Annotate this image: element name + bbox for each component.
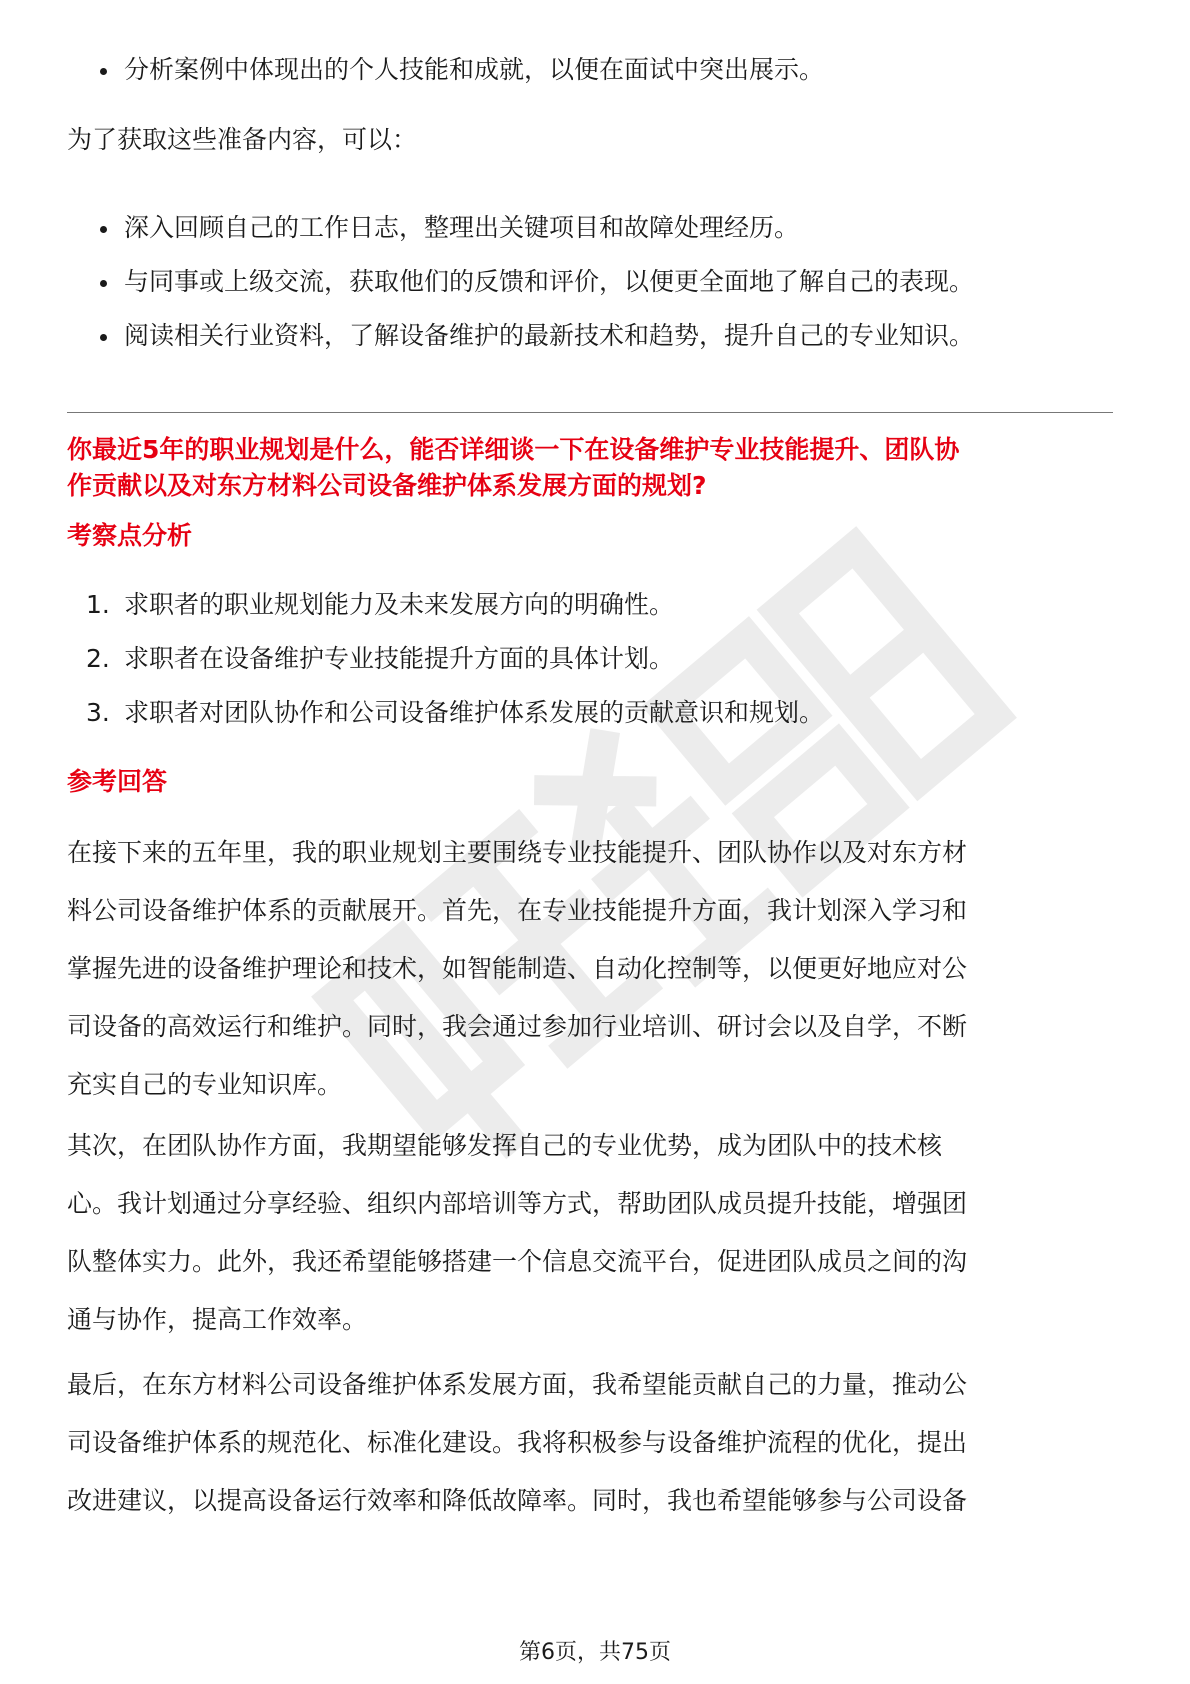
page-number-footer: 第6页，共75页: [519, 1640, 671, 1665]
bullet-icon: [100, 334, 107, 341]
answer-paragraph-1: 在接下来的五年里，我的职业规划主要围绕专业技能提升、团队协作以及对东方材 料公司设备维护体系的贡献展开。首先，在专业技能提升方面，我计划深入学习和 掌握先进的设备维护理论和技术，如智能制造、自动化控制等，以便更好地应对公 司设备的高效运行和维护。同时，我会通过参加行业培训、研讨会以及自学，不断 充实自己的专业知识库。: [67, 838, 968, 1099]
bullet-icon: [100, 68, 107, 75]
bullet-icon: [100, 226, 107, 233]
list-item: 阅读相关行业资料，了解设备维护的最新技术和趋势，提升自己的专业知识。: [72, 318, 1118, 354]
analysis-list: [72, 587, 1118, 731]
answer-heading: 参考回答: [67, 767, 168, 796]
list-item: 3. 求职者对团队协作和公司设备维护体系发展的贡献意识和规划。: [86, 698, 825, 727]
list-item: 分析案例中体现出的个人技能和成就，以便在面试中突出展示。: [72, 52, 1118, 88]
answer-paragraph-2: 其次，在团队协作方面，我期望能够发挥自己的专业优势，成为团队中的技术核 心。我计划通过分享经验、组织内部培训等方式，帮助团队成员提升技能，增强团 队整体实力。此外，我还希望能够搭建一个信息交流平台，促进团队成员之间的沟 通与协作，提高工作效率。: [67, 1131, 968, 1334]
list-item: 深入回顾自己的工作日志，整理出关键项目和故障处理经历。: [72, 210, 1118, 246]
question-title: 你最近5年的职业规划是什么，能否详细谈一下在设备维护专业技能提升、团队协 作贡献以及对东方材料公司设备维护体系发展方面的规划?: [67, 435, 960, 500]
list-item: 2. 求职者在设备维护专业技能提升方面的具体计划。: [86, 644, 675, 673]
list-item: 1. 求职者的职业规划能力及未来发展方向的明确性。: [86, 590, 675, 619]
analysis-heading: 考察点分析: [67, 521, 193, 550]
bullet-icon: [100, 280, 107, 287]
answer-paragraph-3: 最后，在东方材料公司设备维护体系发展方面，我希望能贡献自己的力量，推动公 司设备维护体系的规范化、标准化建设。我将积极参与设备维护流程的优化，提出 改进建议，以提高设备运行效率和降低故障率。同时，我也希望能够参与公司设备: [67, 1370, 968, 1515]
prep-bullet-list: [72, 210, 1118, 354]
list-item: 与同事或上级交流，获取他们的反馈和评价，以便更全面地了解自己的表现。: [72, 264, 1118, 300]
intro-text: 为了获取这些准备内容，可以：: [67, 125, 418, 154]
top-bullet-list: [72, 52, 1118, 88]
section-divider: [67, 412, 1113, 413]
